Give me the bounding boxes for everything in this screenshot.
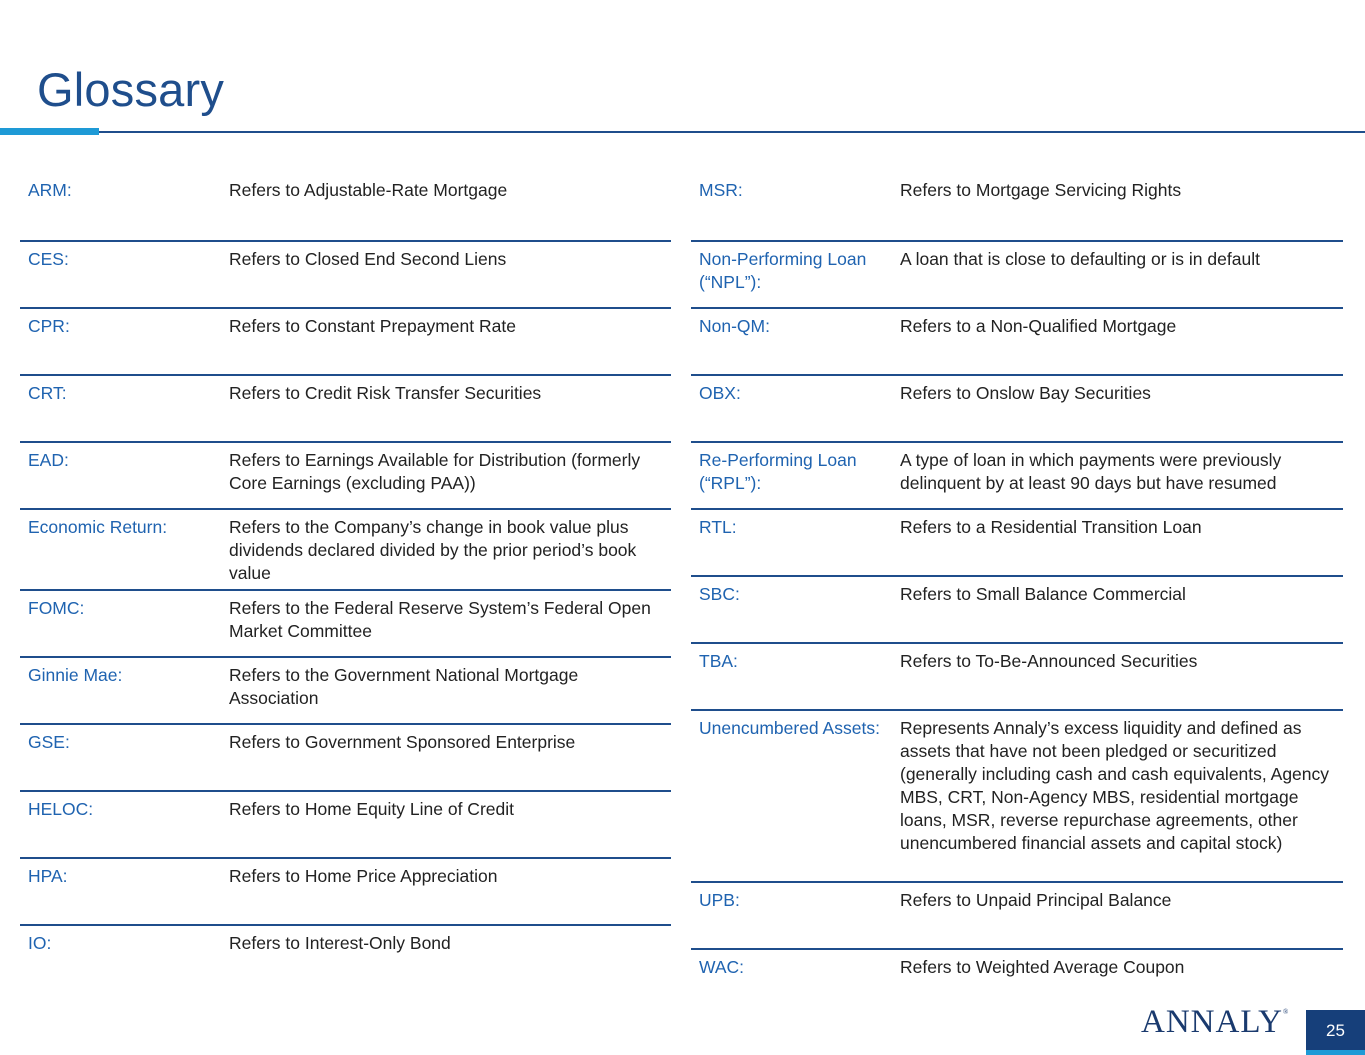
glossary-term: UPB: — [699, 890, 740, 910]
glossary-definition: Represents Annaly’s excess liquidity and defined as assets that have not been pledged or securitized (generally including cash and cash equivalents, Agency MBS, CRT, Non-Agency MBS, residential mortgage loans, MSR, reverse repurchase agreements, other unencumbered financial assets and capital stock) — [900, 718, 1330, 853]
glossary-term: IO: — [28, 933, 52, 953]
glossary-term: OBX: — [699, 383, 741, 403]
glossary-term: HPA: — [28, 866, 68, 886]
glossary-term: FOMC: — [28, 598, 85, 618]
registered-mark: ® — [1283, 1008, 1289, 1016]
glossary-term: SBC: — [699, 584, 740, 604]
glossary-row — [691, 642, 1343, 709]
glossary-row — [20, 240, 671, 307]
glossary-definition: Refers to the Federal Reserve System’s Federal Open Market Committee — [229, 598, 651, 641]
glossary-definition: Refers to a Non-Qualified Mortgage — [900, 316, 1177, 336]
glossary-row — [691, 174, 1343, 240]
glossary-row — [691, 709, 1343, 881]
glossary-term: Unencumbered Assets: — [699, 718, 880, 738]
page-title: Glossary — [37, 63, 225, 116]
glossary-term: MSR: — [699, 180, 743, 200]
glossary-definition: Refers to Earnings Available for Distribution (formerly Core Earnings (excluding PAA)) — [229, 450, 641, 493]
glossary-row — [691, 374, 1343, 441]
glossary-definition: Refers to Weighted Average Coupon — [900, 957, 1185, 977]
page-number-badge — [1306, 1010, 1365, 1055]
page-number: 25 — [1326, 1021, 1345, 1040]
glossary-row — [20, 924, 671, 984]
glossary-definition: Refers to Constant Prepayment Rate — [229, 316, 516, 336]
glossary-term: TBA: — [699, 651, 738, 671]
glossary-definition: Refers to the Government National Mortgage Association — [229, 665, 579, 708]
glossary-row — [20, 307, 671, 374]
glossary-term: WAC: — [699, 957, 745, 977]
glossary-row — [20, 174, 671, 240]
glossary-row — [20, 656, 671, 723]
glossary-row — [691, 307, 1343, 374]
glossary-definition: Refers to Interest-Only Bond — [229, 933, 451, 953]
page-number-accent — [1306, 1050, 1365, 1055]
glossary-definition: Refers to a Residential Transition Loan — [900, 517, 1202, 537]
glossary-row — [691, 575, 1343, 642]
glossary-definition: Refers to Home Equity Line of Credit — [229, 799, 514, 819]
glossary-definition: Refers to Credit Risk Transfer Securities — [229, 383, 542, 403]
glossary-term: CRT: — [28, 383, 67, 403]
glossary-definition: Refers to Closed End Second Liens — [229, 249, 507, 269]
glossary-left-column — [20, 174, 671, 984]
glossary-term: RTL: — [699, 517, 737, 537]
glossary-row — [20, 857, 671, 924]
glossary-definition: A loan that is close to defaulting or is in default — [900, 249, 1260, 269]
glossary-term: EAD: — [28, 450, 69, 470]
glossary-term: CES: — [28, 249, 69, 269]
glossary-term: Ginnie Mae: — [28, 665, 123, 685]
glossary-definition: Refers to Unpaid Principal Balance — [900, 890, 1172, 910]
glossary-row — [691, 441, 1343, 508]
glossary-term: Non-QM: — [699, 316, 770, 336]
glossary-definition: Refers to Onslow Bay Securities — [900, 383, 1151, 403]
glossary-term: Economic Return: — [28, 517, 168, 537]
title-divider — [0, 131, 1365, 133]
glossary-row — [691, 508, 1343, 575]
glossary-row — [20, 374, 671, 441]
glossary-definition: Refers to To-Be-Announced Securities — [900, 651, 1198, 671]
glossary-right-column — [691, 174, 1343, 988]
glossary-definition: Refers to Mortgage Servicing Rights — [900, 180, 1182, 200]
glossary-row — [20, 441, 671, 508]
glossary-row — [691, 240, 1343, 307]
logo-text: ANNALY — [1141, 1004, 1284, 1040]
glossary-definition: Refers to Home Price Appreciation — [229, 866, 498, 886]
glossary-term: HELOC: — [28, 799, 94, 819]
glossary-definition: Refers to Government Sponsored Enterprise — [229, 732, 576, 752]
glossary-row — [20, 589, 671, 656]
glossary-row — [691, 948, 1343, 988]
glossary-row — [691, 881, 1343, 948]
glossary-term: GSE: — [28, 732, 70, 752]
annaly-logo — [1141, 1004, 1288, 1041]
glossary-term: Re-Performing Loan (“RPL”): — [699, 450, 857, 493]
glossary-definition: Refers to Small Balance Commercial — [900, 584, 1186, 604]
glossary-term: CPR: — [28, 316, 70, 336]
title-accent-bar — [0, 128, 99, 135]
glossary-row — [20, 508, 671, 589]
glossary-term: ARM: — [28, 180, 72, 200]
glossary-definition: A type of loan in which payments were previously delinquent by at least 90 days but have resumed — [900, 450, 1282, 493]
glossary-row — [20, 790, 671, 857]
glossary-definition: Refers to Adjustable-Rate Mortgage — [229, 180, 508, 200]
glossary-row — [20, 723, 671, 790]
glossary-term: Non-Performing Loan (“NPL”): — [699, 249, 867, 292]
glossary-definition: Refers to the Company’s change in book value plus dividends declared divided by the prior period’s book value — [229, 517, 637, 583]
